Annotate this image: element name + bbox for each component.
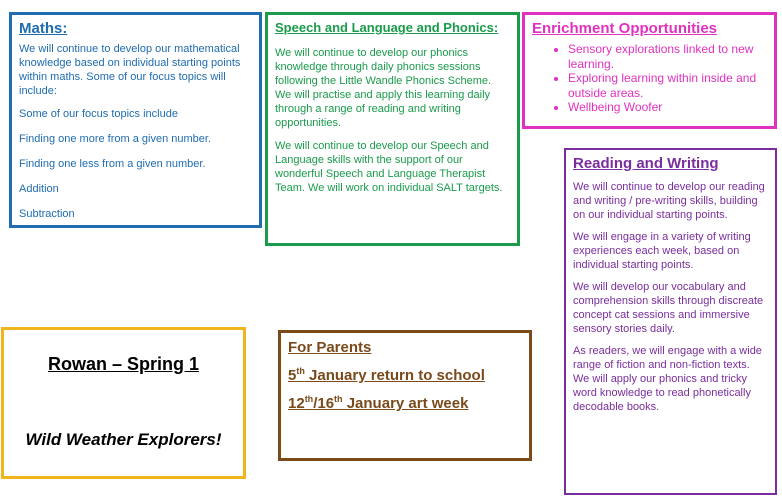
reading-paragraph: We will continue to develop our reading and writing / pre-writing skills, building on our individual starting points. bbox=[573, 181, 765, 221]
speech-title: Speech and Language and Phonics: bbox=[275, 20, 499, 35]
maths-topic: Some of our focus topics include bbox=[19, 108, 178, 120]
maths-intro: We will continue to develop our mathematical knowledge based on individual starting points within maths. Some of our focus topics will include: bbox=[19, 43, 241, 97]
maths-topic: Finding one less from a given number. bbox=[19, 158, 206, 170]
reading-paragraph: We will engage in a variety of writing experiences each week, based on individual starting points. bbox=[573, 231, 751, 271]
maths-topic: Subtraction bbox=[19, 208, 75, 220]
reading-title: Reading and Writing bbox=[573, 155, 719, 172]
enrichment-panel bbox=[522, 12, 777, 129]
parents-panel bbox=[278, 330, 532, 461]
reading-writing-panel bbox=[564, 148, 777, 495]
parents-title: For Parents bbox=[288, 339, 372, 356]
maths-title: Maths: bbox=[19, 20, 68, 37]
enrichment-item: • Exploring learning within inside and outside areas. bbox=[568, 71, 767, 100]
speech-language-panel bbox=[265, 12, 520, 246]
enrichment-item: • Sensory explorations linked to new learning. bbox=[568, 42, 767, 71]
enrichment-item: • Wellbeing Woofer bbox=[568, 100, 767, 115]
speech-paragraph: We will continue to develop our phonics knowledge through daily phonics sessions following the Little Wandle Phonics Scheme. We will practise and apply this learning daily through a range of reading and writing opportunities. bbox=[275, 47, 492, 129]
enrichment-title: Enrichment Opportunities bbox=[532, 20, 718, 37]
class-title: Rowan – Spring 1 bbox=[47, 354, 200, 374]
parents-event: 12th/16th January art week bbox=[288, 394, 469, 412]
maths-topic: Finding one more from a given number. bbox=[19, 133, 211, 145]
enrichment-list bbox=[532, 42, 767, 115]
maths-topic: Addition bbox=[19, 183, 59, 195]
speech-paragraph: We will continue to develop our Speech and Language skills with the support of our wonderful Speech and Language Therapist Team. We will work on individual SALT targets. bbox=[275, 140, 503, 194]
parents-event: 5th January return to school bbox=[288, 366, 485, 384]
reading-paragraph: As readers, we will engage with a wide range of fiction and non-fiction texts. We will apply our phonics and tricky word knowledge to read phonetically decodable books. bbox=[573, 345, 762, 413]
reading-paragraph: We will develop our vocabulary and comprehension skills through discreate concept cat sessions and immersive sensory stories daily. bbox=[573, 281, 764, 335]
topic-title: Wild Weather Explorers! bbox=[25, 430, 222, 449]
class-title-panel bbox=[1, 327, 246, 479]
maths-panel bbox=[9, 12, 262, 228]
